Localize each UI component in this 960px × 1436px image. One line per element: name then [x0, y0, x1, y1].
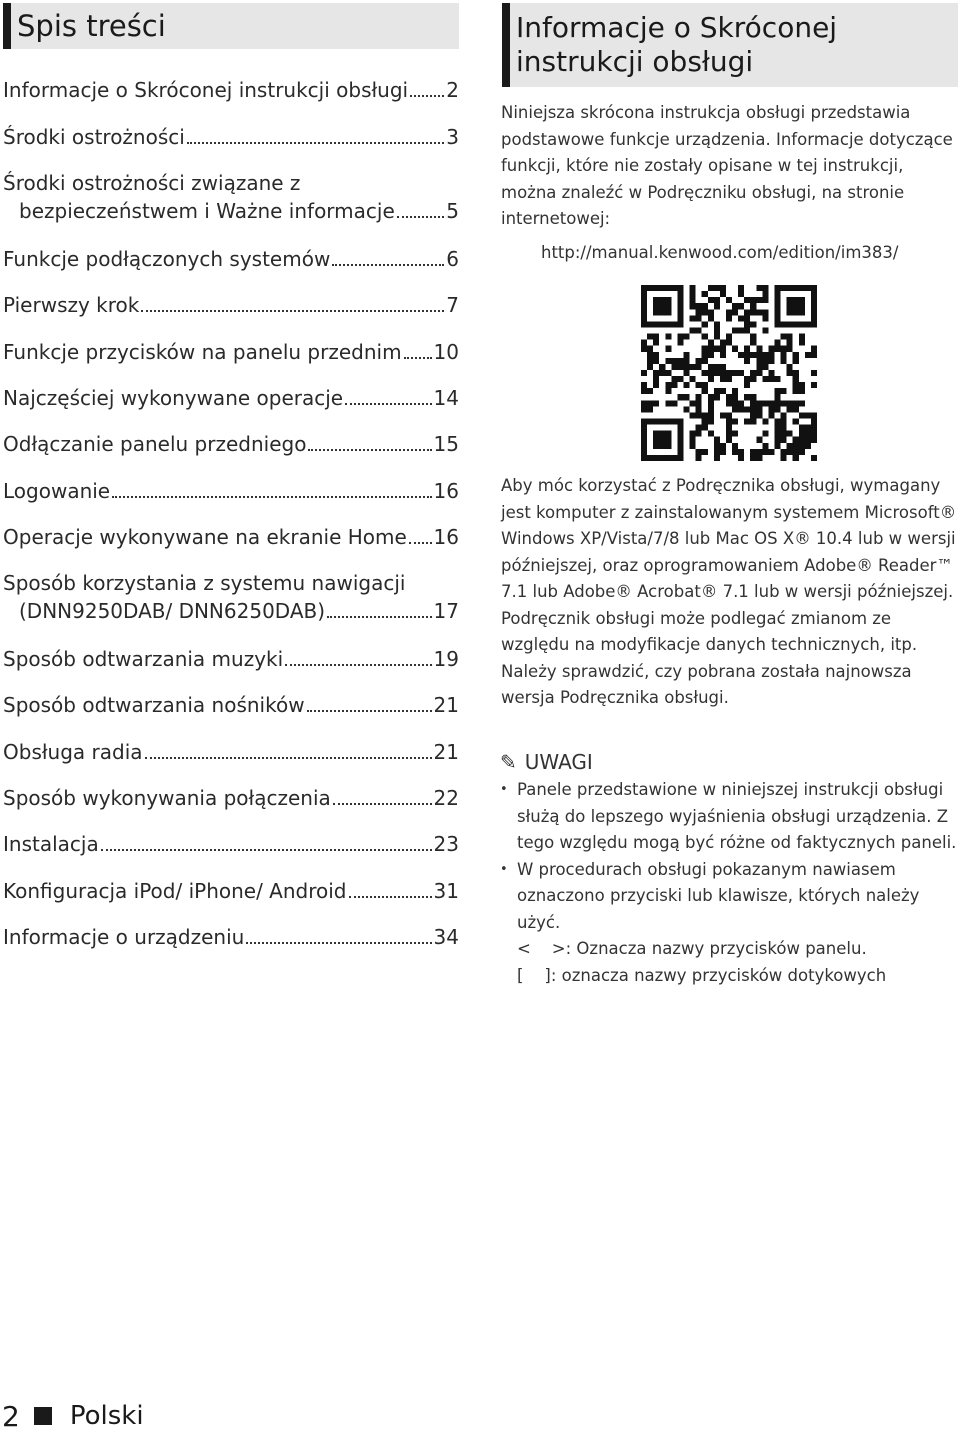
- toc-leader-dots: [307, 710, 432, 712]
- bullet-icon: •: [500, 782, 508, 797]
- toc-entry-title: Funkcje podłączonych systemów: [3, 247, 331, 271]
- toc-entry[interactable]: [3, 430, 459, 458]
- toc-entry[interactable]: [3, 338, 459, 366]
- toc-entry[interactable]: [3, 830, 459, 858]
- note-text: Panele przedstawione w niniejszej instrukcji obsługi służą do lepszego wyjaśnienia obsługi urządzenia. Z tego względu mogą być różne od faktycznych paneli.: [517, 780, 957, 852]
- toc-entry-page: 21: [433, 740, 459, 764]
- note-item: [500, 857, 958, 990]
- toc-entry[interactable]: [3, 569, 459, 625]
- toc-entry-page: 3: [446, 125, 459, 149]
- toc-entry[interactable]: [3, 691, 459, 719]
- toc-entry-page: 15: [433, 432, 459, 456]
- toc-entry-title: (DNN9250DAB/ DNN6250DAB): [19, 599, 326, 623]
- toc-entry-page: 19: [433, 647, 459, 671]
- toc-entry-page: 34: [433, 925, 459, 949]
- toc-entry-page: 14: [433, 386, 459, 410]
- toc-entry-page: 2: [446, 78, 459, 102]
- requirements-paragraph: Aby móc korzystać z Podręcznika obsługi, wymagany jest komputer z zainstalowanym systemem Microsoft® Windows XP/Vista/7/8 lub Mac OS X® 10.4 lub w wersji późniejszej, oraz oprogramowaniem Adobe® Reader™ 7.1 lub Adobe® Acrobat® 7.1 lub w wersji późniejszej. Podręcznik obsługi może podlegać zmianom ze względu na modyfikacje danych technicznych, itp. Należy sprawdzić, czy pobrana została najnowsza wersja Podręcznika obsługi.: [501, 476, 957, 707]
- toc-entry[interactable]: [3, 523, 459, 551]
- note-subline-panel-buttons: < >: Oznacza nazwy przycisków panelu.: [517, 939, 867, 958]
- toc-leader-dots: [332, 264, 444, 266]
- toc-leader-dots: [308, 449, 431, 451]
- toc-leader-dots: [246, 942, 431, 944]
- toc-entry-title: Środki ostrożności: [3, 125, 185, 149]
- toc-entry-title-line1: Środki ostrożności związane z: [3, 171, 301, 195]
- page-number: 2: [2, 1399, 20, 1433]
- toc-entry[interactable]: [3, 923, 459, 951]
- toc-entry-page: 6: [446, 247, 459, 271]
- toc-entry-title-line1: Sposób korzystania z systemu nawigacji: [3, 571, 406, 595]
- toc-entry-page: 22: [433, 786, 459, 810]
- toc-entry[interactable]: [3, 877, 459, 905]
- toc-entry-page: 17: [433, 599, 459, 623]
- toc-entry-title: Informacje o urządzeniu: [3, 925, 245, 949]
- toc-entry-title: Sposób wykonywania połączenia: [3, 786, 331, 810]
- toc-entry-title: Sposób odtwarzania muzyki: [3, 647, 284, 671]
- bullet-icon: •: [500, 861, 508, 877]
- toc-entry-title: Operacje wykonywane na ekranie Home: [3, 525, 407, 549]
- toc-entry-title: Konfiguracja iPod/ iPhone/ Android: [3, 879, 347, 903]
- toc-entry-page: 16: [433, 479, 459, 503]
- toc-entry-title: Obsługa radia: [3, 740, 143, 764]
- toc-leader-dots: [285, 664, 431, 666]
- toc-entry[interactable]: [3, 76, 459, 104]
- notes-list: [500, 777, 958, 989]
- toc-entry-title: Funkcje przycisków na panelu przednim: [3, 340, 402, 364]
- toc-entry[interactable]: [3, 123, 459, 151]
- toc-leader-dots: [349, 896, 432, 898]
- note-subline-touch-buttons: [ ]: oznacza nazwy przycisków dotykowych: [517, 965, 887, 985]
- toc-leader-dots: [333, 803, 432, 805]
- toc-entry-title: Pierwszy krok: [3, 293, 140, 317]
- qr-code: [641, 285, 817, 461]
- toc-entry[interactable]: [3, 384, 459, 412]
- toc-entry-page: 7: [446, 293, 459, 317]
- toc-leader-dots: [187, 142, 444, 144]
- info-heading: [502, 3, 958, 87]
- toc-entry-title: Logowanie: [3, 479, 111, 503]
- toc-entry-page: 23: [433, 832, 459, 856]
- toc-entry-title: Odłączanie panelu przedniego: [3, 432, 307, 456]
- toc-entry[interactable]: [3, 245, 459, 273]
- toc-entry-title: Najczęściej wykonywane operacje: [3, 386, 344, 410]
- toc-entry-page: 10: [433, 340, 459, 364]
- toc-leader-dots: [101, 849, 432, 851]
- toc-entry[interactable]: [3, 291, 459, 319]
- toc-entry-title: bezpieczeństwem i Ważne informacje: [19, 199, 395, 223]
- toc-entry-page: 21: [433, 693, 459, 717]
- language-label: Polski: [69, 1401, 144, 1431]
- square-icon: [34, 1407, 52, 1425]
- toc-leader-dots: [345, 403, 431, 405]
- note-text: W procedurach obsługi pokazanym nawiasem oznaczono przyciski lub klawisze, których należy użyć.: [517, 859, 920, 932]
- toc-entry-title: Instalacja: [3, 832, 99, 856]
- toc-entry[interactable]: [3, 784, 459, 812]
- toc-entry[interactable]: [3, 169, 459, 225]
- toc-entry-page: 16: [433, 525, 459, 549]
- toc-entry-page: 31: [433, 879, 459, 903]
- toc-entry-title: Informacje o Skróconej instrukcji obsługi: [3, 78, 409, 102]
- toc-heading-text: Spis treści: [17, 9, 166, 43]
- toc-entry[interactable]: [3, 738, 459, 766]
- intro-paragraph: Niniejsza skrócona instrukcja obsługi przedstawia podstawowe funkcje urządzenia. Informacje dotyczące funkcji, które nie zostały opisane w tej instrukcji, można znaleźć w Podręczniku obsługi, na stronie internetowej:: [501, 103, 953, 228]
- toc-leader-dots: [145, 757, 432, 759]
- toc-leader-dots: [409, 542, 432, 544]
- toc-leader-dots: [404, 357, 432, 359]
- toc-leader-dots: [112, 496, 431, 498]
- toc-leader-dots: [141, 310, 444, 312]
- pencil-icon: ✎: [500, 750, 517, 774]
- note-item: [500, 777, 958, 857]
- notes-heading-text: UWAGI: [524, 750, 593, 774]
- info-heading-text: Informacje o Skróconej instrukcji obsługi: [516, 11, 838, 78]
- toc-entry[interactable]: [3, 645, 459, 673]
- toc-entry-page: 5: [446, 199, 459, 223]
- manual-url-link[interactable]: http://manual.kenwood.com/edition/im383/: [541, 243, 899, 262]
- toc-entry[interactable]: [3, 477, 459, 505]
- notes-heading: [500, 747, 593, 777]
- toc-leader-dots: [410, 95, 444, 97]
- toc-leader-dots: [397, 216, 444, 218]
- toc-heading: [3, 3, 459, 49]
- page-footer: [2, 1396, 144, 1436]
- toc-entry-title: Sposób odtwarzania nośników: [3, 693, 305, 717]
- toc-leader-dots: [327, 616, 432, 618]
